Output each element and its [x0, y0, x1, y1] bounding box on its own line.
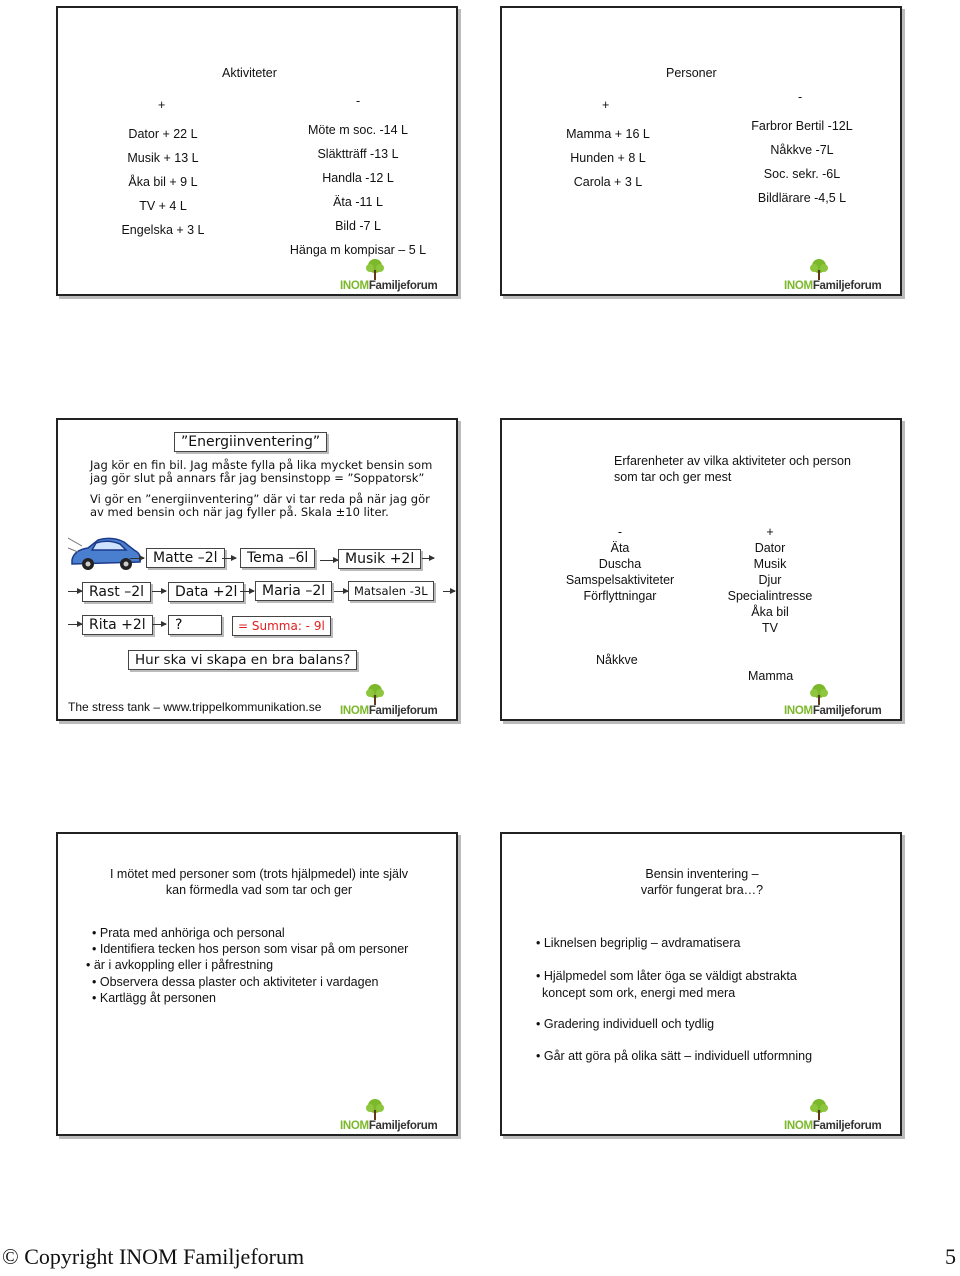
list-item: Åka bil	[751, 605, 789, 619]
list-item: Musik	[753, 557, 787, 571]
list-item: Bild -7 L	[335, 219, 381, 233]
arrow-icon	[152, 591, 166, 592]
slide-title	[78, 866, 440, 898]
text-line: av med bensin och när jag fyller på. Skala ±10 liter.	[90, 505, 389, 519]
slide-title: Personer	[666, 66, 717, 80]
list-item: Släktträff -13 L	[317, 147, 399, 161]
text-line: Erfarenheter av vilka aktiviteter och person	[614, 454, 851, 468]
inom-logo	[784, 258, 896, 292]
inom-logo	[784, 1098, 896, 1132]
list-item: Specialintresse	[727, 589, 813, 603]
page-number: 5	[945, 1244, 956, 1269]
list-item: Mamma + 16 L	[566, 127, 650, 141]
slide-title: ”Energiinventering”	[174, 432, 327, 452]
slide-title	[602, 866, 802, 898]
arrow-icon	[222, 558, 236, 559]
activity-box: Data +2l	[168, 582, 244, 602]
tree-icon	[806, 1098, 832, 1120]
logo-word-inom: INOM	[784, 705, 813, 717]
arrow-icon	[68, 591, 82, 592]
activity-box: Rita +2l	[82, 615, 153, 635]
arrow-icon	[320, 560, 338, 561]
arrow-icon	[443, 591, 455, 592]
list-item: Nåkkve -7L	[770, 143, 834, 157]
plus-person: Mamma	[748, 669, 794, 683]
slide-aktiviteter	[56, 6, 458, 296]
car-icon	[68, 534, 144, 574]
text-line: kan förmedla vad som tar och ger	[165, 883, 353, 897]
logo-word-inom: INOM	[340, 705, 369, 717]
list-item: Åka bil + 9 L	[128, 175, 198, 189]
slide-title: Aktiviteter	[222, 66, 277, 80]
minus-list	[550, 524, 690, 604]
list-item: • Prata med anhöriga och personal	[92, 925, 408, 941]
minus-header: -	[356, 94, 361, 108]
logo-word-familjeforum: Familjeforum	[812, 1120, 882, 1132]
tree-icon	[362, 1098, 388, 1120]
logo-word-inom: INOM	[784, 280, 813, 292]
inom-logo	[340, 1098, 452, 1132]
list-item: • Hjälpmedel som låter öga se väldigt abstrakta koncept som ork, energi med mera	[536, 969, 797, 1000]
list-item: Bildlärare -4,5 L	[757, 191, 847, 205]
logo-word-inom: INOM	[784, 1120, 813, 1132]
minus-person: Nåkkve	[596, 653, 638, 667]
slide-energiinventering	[56, 418, 458, 721]
arrow-icon	[240, 591, 254, 592]
list-item: Musik + 13 L	[127, 151, 199, 165]
plus-list	[548, 122, 668, 194]
logo-word-inom: INOM	[340, 1120, 369, 1132]
list-item: Äta	[610, 541, 630, 555]
list-item: Dator + 22 L	[128, 127, 198, 141]
tree-icon	[806, 683, 832, 705]
list-item: Samspelsaktiviteter	[565, 573, 675, 587]
list-item: • Observera dessa plaster och aktiviteter i vardagen	[92, 974, 408, 990]
activity-box: Rast –2l	[82, 582, 151, 602]
logo-word-familjeforum: Familjeforum	[368, 1120, 438, 1132]
slide-title	[614, 453, 851, 485]
activity-box: Tema –6l	[240, 548, 315, 568]
slide-i-motet	[56, 832, 458, 1136]
list-item: Engelska + 3 L	[121, 223, 205, 237]
activity-box: Maria –2l	[255, 581, 332, 601]
plus-list	[98, 122, 228, 242]
logo-word-familjeforum: Familjeforum	[368, 705, 438, 717]
list-item: Djur	[758, 573, 782, 587]
plus-header: +	[602, 98, 610, 112]
copyright-notice: © Copyright INOM Familjeforum	[2, 1244, 305, 1269]
slide-personer	[500, 6, 902, 296]
plus-list	[710, 524, 830, 636]
plus-header: +	[766, 525, 774, 539]
list-item: Carola + 3 L	[573, 175, 643, 189]
inom-logo	[340, 683, 452, 717]
logo-word-familjeforum: Familjeforum	[812, 280, 882, 292]
list-item: TV + 4 L	[139, 199, 187, 213]
activity-box: Matsalen -3L	[348, 581, 434, 601]
minus-list	[732, 114, 872, 210]
text-line: Bensin inventering –	[645, 867, 759, 881]
text-line: Jag kör en fin bil. Jag måste fylla på lika mycket bensin som	[90, 458, 433, 472]
minus-list	[278, 118, 438, 262]
text-line: Vi gör en ”energiinventering” där vi tar reda på när jag gör	[90, 492, 430, 506]
summa-box: = Summa: - 9l	[232, 616, 331, 636]
arrow-icon	[152, 624, 166, 625]
list-item: • Kartlägg åt personen	[92, 990, 408, 1006]
logo-word-inom: INOM	[340, 280, 369, 292]
question-box: Hur ska vi skapa en bra balans?	[128, 650, 357, 670]
arrow-icon	[334, 591, 348, 592]
list-item: • Identifiera tecken hos person som visar på om personer	[92, 941, 408, 957]
list-item: Dator	[754, 541, 786, 555]
text-line: varför fungerat bra…?	[640, 883, 764, 897]
text-line: som tar och ger mest	[614, 470, 732, 484]
minus-header: -	[617, 525, 623, 539]
activity-box: ?	[168, 615, 222, 635]
tree-icon	[806, 258, 832, 280]
list-item: Äta -11 L	[333, 195, 383, 209]
list-item: • Går att göra på olika sätt – individuell utformning	[536, 1049, 813, 1063]
logo-word-familjeforum: Familjeforum	[812, 705, 882, 717]
inom-logo	[340, 258, 452, 292]
source-credit: The stress tank – www.trippelkommunikation.se	[68, 700, 322, 714]
slide-bensin-inventering	[500, 832, 902, 1136]
list-item: • Liknelsen begriplig – avdramatisera	[536, 936, 741, 950]
arrow-icon	[422, 558, 434, 559]
text-line: jag gör slut på annars får jag bensinstopp = ”Soppatorsk”	[90, 471, 425, 485]
slide-erfarenheter	[500, 418, 902, 721]
list-item: Hunden + 8 L	[570, 151, 646, 165]
intro-paragraph	[90, 459, 432, 485]
method-paragraph	[90, 493, 430, 519]
text-line: I mötet med personer som (trots hjälpmedel) inte själv	[109, 867, 409, 881]
list-item: Farbror Bertil -12L	[751, 119, 853, 133]
list-item: TV	[762, 621, 778, 635]
list-item: Duscha	[598, 557, 642, 571]
list-item: Förflyttningar	[583, 589, 657, 603]
logo-word-familjeforum: Familjeforum	[368, 280, 438, 292]
list-item: Möte m soc. -14 L	[307, 123, 409, 137]
inom-logo	[784, 683, 896, 717]
plus-header: +	[158, 98, 166, 112]
minus-header: -	[798, 90, 803, 104]
tree-icon	[362, 683, 388, 705]
arrow-icon	[68, 624, 82, 625]
list-item-continuation: • är i avkoppling eller i påfrestning	[86, 957, 408, 973]
arrow-icon	[130, 558, 144, 559]
bullet-list	[92, 925, 408, 1006]
list-item: Soc. sekr. -6L	[763, 167, 841, 181]
tree-icon	[362, 258, 388, 280]
list-item: Handla -12 L	[322, 171, 394, 185]
list-item: • Gradering individuell och tydlig	[536, 1017, 715, 1031]
list-item: Hänga m kompisar – 5 L	[289, 243, 427, 257]
activity-box: Matte –2l	[146, 548, 225, 568]
activity-box: Musik +2l	[338, 549, 421, 569]
list-item-continuation: koncept som ork, energi med mera	[542, 985, 736, 1000]
